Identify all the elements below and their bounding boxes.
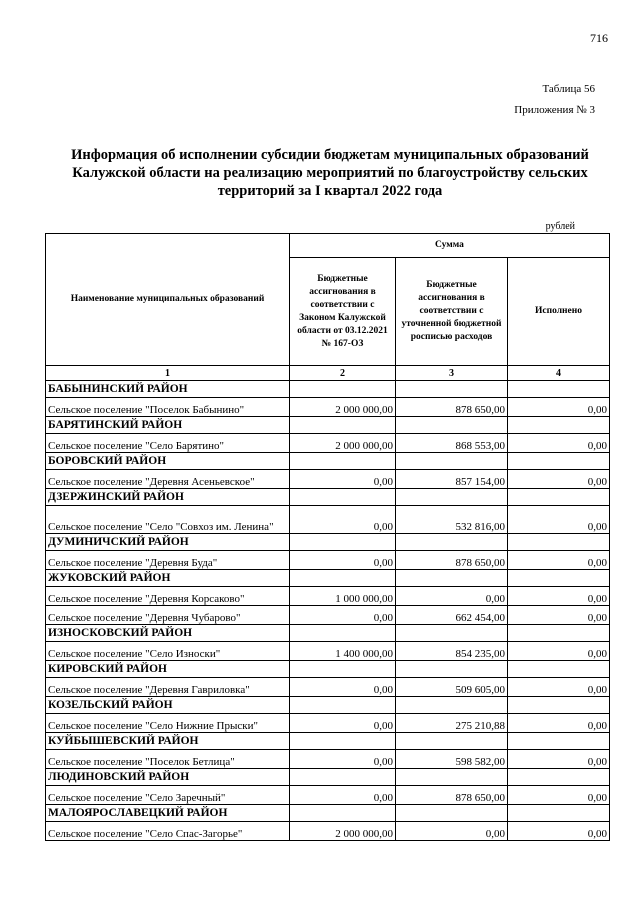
settlement-row (46, 434, 610, 453)
settlement-row (46, 398, 610, 417)
refined-amount: 0,00 (396, 587, 508, 606)
empty-cell (396, 570, 508, 587)
law-amount: 0,00 (290, 551, 396, 570)
empty-cell (290, 534, 396, 551)
settlement-row (46, 470, 610, 489)
district-row (46, 489, 610, 506)
page-number: 716 (590, 31, 608, 45)
refined-amount: 275 210,88 (396, 714, 508, 733)
settlement-row (46, 786, 610, 805)
refined-amount: 878 650,00 (396, 551, 508, 570)
settlement-name: Сельское поселение "Село Барятино" (46, 434, 290, 453)
district-row (46, 625, 610, 642)
settlement-name: Сельское поселение "Село Нижние Прыски" (46, 714, 290, 733)
refined-amount: 878 650,00 (396, 398, 508, 417)
refined-amount: 868 553,00 (396, 434, 508, 453)
empty-cell (396, 534, 508, 551)
district-row (46, 453, 610, 470)
header-name: Наименование муниципальных образований (46, 234, 290, 366)
settlement-name: Сельское поселение "Деревня Буда" (46, 551, 290, 570)
district-name: КУЙБЫШЕВСКИЙ РАЙОН (46, 733, 290, 750)
law-amount: 0,00 (290, 714, 396, 733)
empty-cell (396, 489, 508, 506)
executed-amount: 0,00 (508, 822, 610, 841)
executed-amount: 0,00 (508, 606, 610, 625)
district-name: БАБЫНИНСКИЙ РАЙОН (46, 381, 290, 398)
settlement-name: Сельское поселение "Деревня Асеньевское" (46, 470, 290, 489)
empty-cell (508, 805, 610, 822)
district-row (46, 381, 610, 398)
document-title: Информация об исполнении субсидии бюджетам муниципальных образований Калужской области на реализацию мероприятий по благоустройству сельских территорий за I квартал 2022 года (71, 147, 589, 199)
law-amount: 1 000 000,00 (290, 587, 396, 606)
district-name: КИРОВСКИЙ РАЙОН (46, 661, 290, 678)
empty-cell (290, 805, 396, 822)
empty-cell (508, 534, 610, 551)
refined-amount: 857 154,00 (396, 470, 508, 489)
district-row (46, 697, 610, 714)
col-number: 4 (508, 366, 610, 381)
settlement-row (46, 606, 610, 625)
law-amount: 2 000 000,00 (290, 822, 396, 841)
district-name: ДУМИНИЧСКИЙ РАЙОН (46, 534, 290, 551)
district-row (46, 417, 610, 434)
empty-cell (396, 805, 508, 822)
empty-cell (508, 417, 610, 434)
units-label: рублей (545, 221, 575, 232)
empty-cell (396, 661, 508, 678)
empty-cell (290, 625, 396, 642)
settlement-row (46, 678, 610, 697)
settlement-row (46, 714, 610, 733)
empty-cell (290, 661, 396, 678)
empty-cell (508, 661, 610, 678)
settlement-name: Сельское поселение "Поселок Бабынино" (46, 398, 290, 417)
district-name: ЛЮДИНОВСКИЙ РАЙОН (46, 769, 290, 786)
empty-cell (508, 453, 610, 470)
refined-amount: 0,00 (396, 822, 508, 841)
executed-amount: 0,00 (508, 470, 610, 489)
settlement-row (46, 822, 610, 841)
table-body (46, 381, 610, 841)
law-amount: 0,00 (290, 678, 396, 697)
law-amount: 1 400 000,00 (290, 642, 396, 661)
settlement-row (46, 750, 610, 769)
empty-cell (508, 733, 610, 750)
executed-amount: 0,00 (508, 642, 610, 661)
refined-amount: 878 650,00 (396, 786, 508, 805)
district-name: МАЛОЯРОСЛАВЕЦКИЙ РАЙОН (46, 805, 290, 822)
district-name: КОЗЕЛЬСКИЙ РАЙОН (46, 697, 290, 714)
settlement-name: Сельское поселение "Село Заречный" (46, 786, 290, 805)
refined-amount: 532 816,00 (396, 506, 508, 534)
empty-cell (290, 733, 396, 750)
refined-amount: 509 605,00 (396, 678, 508, 697)
settlement-row (46, 506, 610, 534)
empty-cell (396, 453, 508, 470)
settlement-name: Сельское поселение "Деревня Чубарово" (46, 606, 290, 625)
empty-cell (290, 697, 396, 714)
empty-cell (396, 625, 508, 642)
law-amount: 2 000 000,00 (290, 434, 396, 453)
executed-amount: 0,00 (508, 587, 610, 606)
col-number: 1 (46, 366, 290, 381)
district-row (46, 570, 610, 587)
law-amount: 0,00 (290, 470, 396, 489)
district-name: ЖУКОВСКИЙ РАЙОН (46, 570, 290, 587)
district-name: ИЗНОСКОВСКИЙ РАЙОН (46, 625, 290, 642)
district-row (46, 805, 610, 822)
settlement-row (46, 551, 610, 570)
settlement-name: Сельское поселение "Село Износки" (46, 642, 290, 661)
empty-cell (290, 453, 396, 470)
empty-cell (508, 570, 610, 587)
empty-cell (396, 417, 508, 434)
empty-cell (290, 417, 396, 434)
executed-amount: 0,00 (508, 678, 610, 697)
executed-amount: 0,00 (508, 434, 610, 453)
refined-amount: 854 235,00 (396, 642, 508, 661)
subsidy-table (45, 233, 610, 841)
district-row (46, 534, 610, 551)
appendix-label: Приложения № 3 (514, 104, 595, 116)
executed-amount: 0,00 (508, 398, 610, 417)
executed-amount: 0,00 (508, 714, 610, 733)
district-row (46, 769, 610, 786)
empty-cell (396, 733, 508, 750)
settlement-name: Сельское поселение "Деревня Корсаково" (46, 587, 290, 606)
empty-cell (290, 570, 396, 587)
header-sum: Сумма (290, 234, 610, 258)
settlement-row (46, 587, 610, 606)
empty-cell (396, 769, 508, 786)
table-label: Таблица 56 (542, 83, 595, 95)
district-row (46, 661, 610, 678)
empty-cell (508, 625, 610, 642)
empty-cell (508, 769, 610, 786)
col-number: 2 (290, 366, 396, 381)
empty-cell (508, 489, 610, 506)
executed-amount: 0,00 (508, 750, 610, 769)
refined-amount: 598 582,00 (396, 750, 508, 769)
header-law: Бюджетные ассигнования в соответствии с Законом Калужской области от 03.12.2021 № 167-ОЗ (290, 258, 396, 366)
district-row (46, 733, 610, 750)
settlement-name: Сельское поселение "Поселок Бетлица" (46, 750, 290, 769)
empty-cell (290, 381, 396, 398)
law-amount: 0,00 (290, 750, 396, 769)
settlement-name: Сельское поселение "Село Спас-Загорье" (46, 822, 290, 841)
col-number: 3 (396, 366, 508, 381)
settlement-name: Сельское поселение "Село "Совхоз им. Ленина" (46, 506, 290, 534)
refined-amount: 662 454,00 (396, 606, 508, 625)
empty-cell (396, 697, 508, 714)
district-name: БАРЯТИНСКИЙ РАЙОН (46, 417, 290, 434)
settlement-row (46, 642, 610, 661)
settlement-name: Сельское поселение "Деревня Гавриловка" (46, 678, 290, 697)
header-refined: Бюджетные ассигнования в соответствии с уточненной бюджетной росписью расходов (396, 258, 508, 366)
district-name: ДЗЕРЖИНСКИЙ РАЙОН (46, 489, 290, 506)
law-amount: 2 000 000,00 (290, 398, 396, 417)
law-amount: 0,00 (290, 786, 396, 805)
empty-cell (508, 381, 610, 398)
district-name: БОРОВСКИЙ РАЙОН (46, 453, 290, 470)
law-amount: 0,00 (290, 606, 396, 625)
empty-cell (290, 489, 396, 506)
executed-amount: 0,00 (508, 551, 610, 570)
empty-cell (290, 769, 396, 786)
executed-amount: 0,00 (508, 786, 610, 805)
empty-cell (508, 697, 610, 714)
header-executed: Исполнено (508, 258, 610, 366)
law-amount: 0,00 (290, 506, 396, 534)
empty-cell (396, 381, 508, 398)
executed-amount: 0,00 (508, 506, 610, 534)
